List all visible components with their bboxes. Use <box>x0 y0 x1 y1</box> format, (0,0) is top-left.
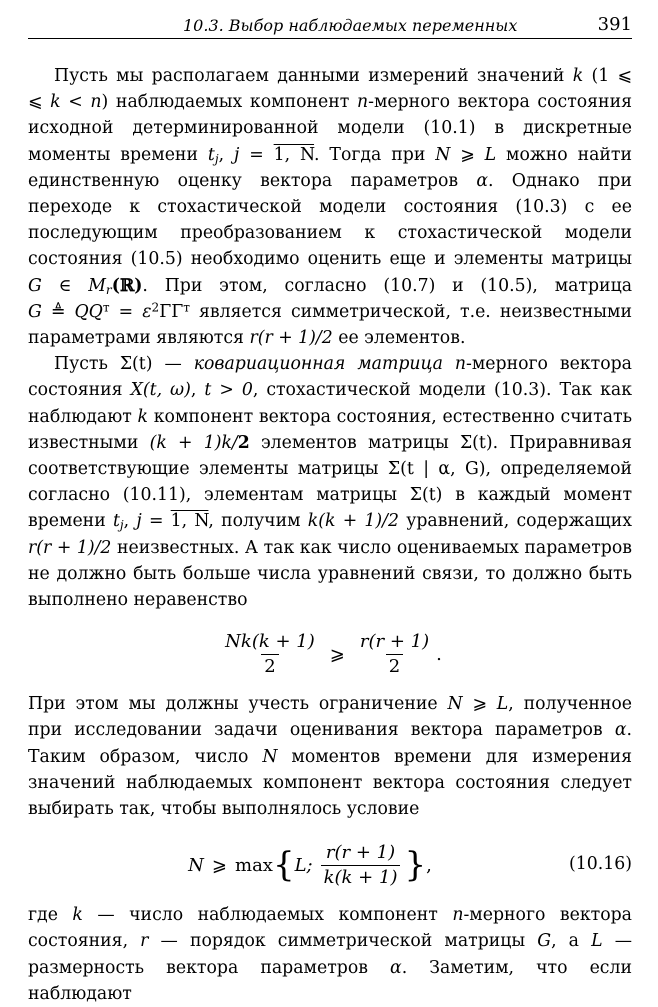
term-covariance-matrix: ковариационная матрица <box>193 354 443 375</box>
fraction-rhs <box>357 630 432 679</box>
page-header <box>28 12 632 38</box>
text: Пусть мы располагаем данными измерений значений <box>54 66 573 86</box>
math-k: k <box>137 406 149 427</box>
math-n: n <box>356 92 369 113</box>
equation-comma: , <box>426 854 432 876</box>
text: . Заметим, что если наблюдают <box>28 957 632 1004</box>
text: в каждый момент времени <box>28 485 632 532</box>
fraction-lhs <box>222 630 318 679</box>
fraction-r-over-k <box>321 841 401 890</box>
text: , получим <box>208 511 308 532</box>
math-t-positive: t > 0 <box>204 380 253 401</box>
math-N: N <box>262 746 278 767</box>
math-alpha: α <box>476 170 489 191</box>
math-N-ge-L: N ⩾ L <box>447 694 509 715</box>
page-number: 391 <box>597 14 632 35</box>
math-sigma-conditional: Σ(t | α, G) <box>387 459 486 480</box>
text: можно найти единственную оценку вектора параметров <box>28 144 633 191</box>
math-alpha: α <box>390 957 402 978</box>
fraction-denominator: k(k + 1) <box>321 865 401 890</box>
header-rule <box>28 38 632 39</box>
paragraph-2: Пусть Σ(t) — ковариационная матрица n-мерного вектора состояния X(t, ω), t > 0, стохастической модели (10.3). Так как наблюдают k компонент вектора состояния, естественно считать известными (k + 1)k/2 элементов матрицы Σ(t). Приравнивая соответствующие элементы матрицы Σ(t | α, G), определяемой согласно (10.11), элементам матрицы Σ(t) в каждый момент времени $t_j$, j = 1, N, получим k(k + 1)/2 уравнений, содержащих r(r + 1)/2 неизвестных. А так как число оцениваемых параметров не должно быть больше числа уравнений связи, то должно быть выполнено неравенство <box>28 354 633 611</box>
text: элементов матрицы <box>249 432 460 453</box>
text: компонент вектора состояния, естественно считать известными <box>28 406 632 453</box>
math-L: L <box>591 931 603 952</box>
text: . При этом, согласно (10.7) и (10.5), матрица <box>142 275 632 296</box>
left-brace: { <box>272 845 295 886</box>
math-tj-2: $t_j$, j = 1, N <box>112 511 209 533</box>
relation-symbol: ⩾ <box>211 854 227 876</box>
text: . Однако при переходе к стохастической модели состояния (10.3) с ее последующим преобразованием к стохастической модели состояния (10.5) необходимо оценить еще и элементы матрицы <box>28 170 632 270</box>
math-k-range-2: ⩽ k < n) <box>28 92 109 113</box>
text: — <box>152 354 194 375</box>
text <box>443 354 455 374</box>
math-k-range: k (1 ⩽ <box>572 66 633 86</box>
text: . Тогда при <box>314 144 436 165</box>
text: . Приравнивая соответствующие элементы матрицы <box>28 432 633 480</box>
math-N-ge-L: N ⩾ L <box>435 144 497 165</box>
text: -мерного вектора состояния исходной детерминированной модели (10.1) в дискретные моменты времени <box>28 92 633 165</box>
math-tj: $t_j$, j = 1, N <box>207 144 315 166</box>
text: где <box>28 905 73 926</box>
text: , а <box>551 931 592 952</box>
relation-symbol: ⩾ <box>329 643 345 665</box>
text: , полученное при исследовании задачи оценивания вектора параметров <box>28 694 633 741</box>
paragraph-4 <box>28 902 632 1007</box>
text: — порядок симметрической матрицы <box>148 931 538 952</box>
math-r-count: r(r + 1)/2 <box>28 537 112 558</box>
equation-10-16 <box>28 834 632 896</box>
math-n: n <box>454 354 466 375</box>
operator-max: max <box>235 854 273 876</box>
math-sigma-t: Σ(t) <box>409 485 443 506</box>
text: наблюдаемых компонент <box>108 92 357 113</box>
equation-period: . <box>436 643 442 665</box>
text: уравнений, содержащих <box>398 511 633 532</box>
equation-inequality <box>28 623 632 685</box>
symbol-L: L; <box>294 854 313 876</box>
text: -мерного вектора состояния <box>28 354 632 401</box>
fraction-denominator: 2 <box>261 654 278 679</box>
text: Пусть <box>54 354 120 375</box>
equation-number: (10.16) <box>569 854 632 875</box>
math-k: k <box>72 905 83 926</box>
running-head: 10.3. Выбор наблюдаемых переменных <box>183 16 518 35</box>
page-body <box>28 63 632 1007</box>
text: — размерность вектора параметров <box>28 931 632 978</box>
math-G-definition: G ≜ $QQ^т = \varepsilon^2\Gamma\Gamma^т$ <box>28 300 190 322</box>
text: ее элементов. <box>332 328 466 349</box>
math-sigma-t: Σ(t) <box>459 432 493 453</box>
text: моментов времени для измерения значений наблюдаемых компонент вектора состояния следует выбирать так, чтобы выполнялось условие <box>28 746 632 820</box>
text: является симметрической, т.е. неизвестными параметрами являются <box>28 301 633 349</box>
fraction-numerator: r(r + 1) <box>359 630 430 652</box>
text: — число наблюдаемых компонент <box>82 905 453 926</box>
math-n: n <box>452 905 464 926</box>
math-G-in-M: G ∈ $M_r(ℝ)$ <box>28 275 143 297</box>
right-brace: } <box>404 845 427 886</box>
text: , определяемой согласно (10.11), элементам матрицы <box>28 459 632 506</box>
fraction-numerator: r(r + 1) <box>325 841 396 863</box>
symbol-N: N <box>188 854 204 876</box>
text: , стохастической модели (10.3). Так как наблюдают <box>28 380 633 427</box>
math-k-count: (k + 1)k/2 <box>149 432 250 453</box>
math-sigma-t: Σ(t) <box>119 354 153 375</box>
paragraph-3 <box>28 691 632 822</box>
text: неизвестных. А так как число оцениваемых параметров не должно быть больше числа уравнений связи, то должно быть выполнено неравенство <box>28 537 632 611</box>
fraction-numerator: Nk(k + 1) <box>225 630 315 652</box>
fraction-denominator: 2 <box>386 654 403 679</box>
text: При этом мы должны учесть ограничение <box>28 694 448 715</box>
text: . Таким образом, число <box>28 720 632 767</box>
math-X-t-omega: X(t, ω) <box>130 380 191 401</box>
math-kk-count: k(k + 1)/2 <box>307 511 399 532</box>
math-r-count: r(r + 1)/2 <box>249 328 333 349</box>
math-alpha: α <box>614 720 627 741</box>
paragraph-1 <box>28 63 632 351</box>
math-r: r <box>140 931 149 952</box>
math-G: G <box>537 931 552 952</box>
text: -мерного вектора состояния, <box>28 905 632 952</box>
